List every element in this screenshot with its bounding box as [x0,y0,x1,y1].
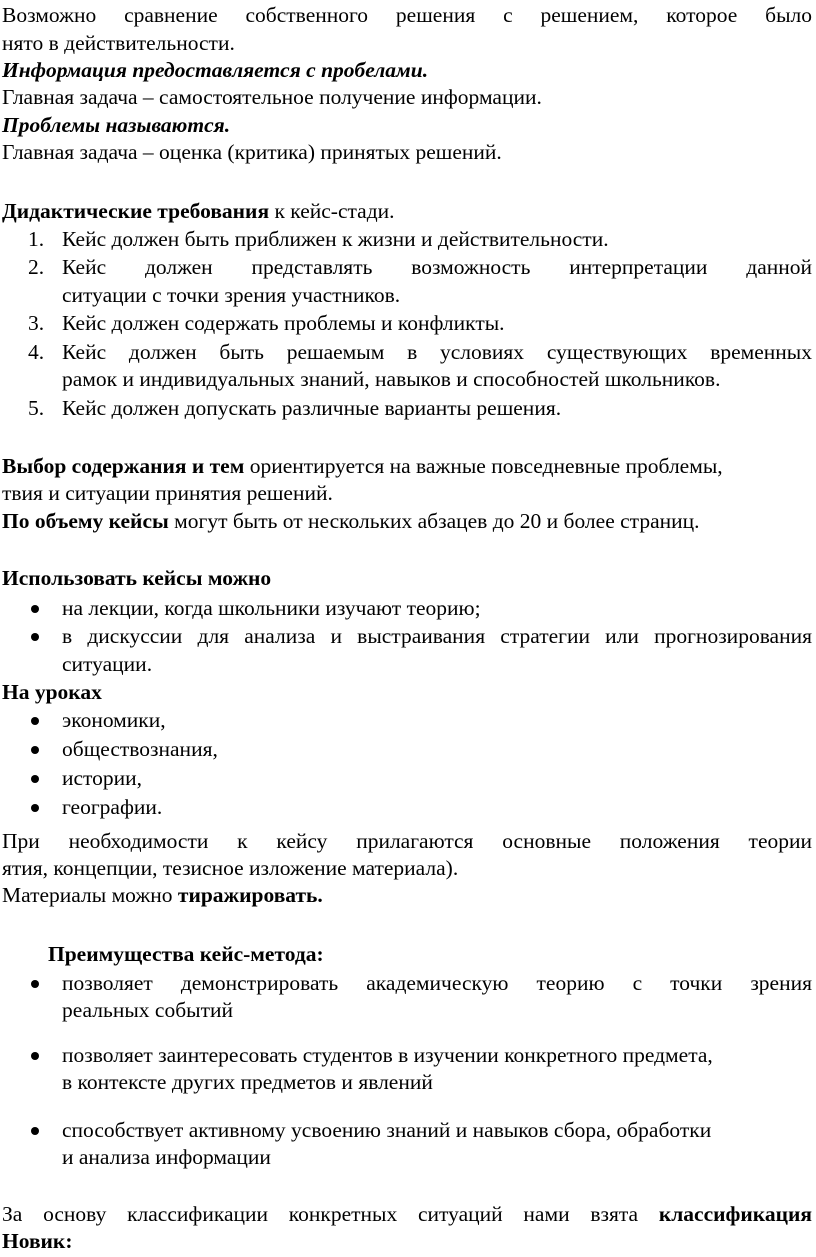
word: и [330,624,342,648]
list-item-text: в контексте других предметов и явлений [62,1070,433,1094]
word: точки [670,971,723,995]
word: необходимости [68,829,209,853]
didactic-heading: Дидактические требования к кейс-стади. [2,199,395,223]
word: должен [128,340,197,364]
justified-line [62,970,812,997]
word: которое [666,3,738,27]
author-name: Новик: [2,1229,73,1253]
list-item-text: ситуации с точки зрения участников. [62,283,401,307]
text-line: твия и ситуации принятия решений. [2,481,333,505]
list-number: 1. [28,227,45,251]
word: сравнение [124,3,218,27]
word: к [237,829,248,853]
justified-line [2,828,812,855]
word: решаемым [286,340,385,364]
word: интерпретации [569,255,708,279]
word: или [605,624,639,648]
word: существующих [546,340,688,364]
list-item-text: географии. [62,795,163,819]
word: теории [748,829,812,853]
bullet-icon [28,595,40,622]
list-item-text: обществознания, [62,737,218,761]
word: выстраивания [357,624,486,648]
word: дискуссии [87,624,183,648]
section-heading: Проблемы называются. [2,113,231,137]
justified-line [2,2,812,29]
bullet-icon [28,765,40,792]
bullet-icon [28,1042,40,1069]
justified-line [62,623,812,650]
word: анализа [244,624,316,648]
list-item-text: Кейс должен допускать различные варианты решения. [62,396,562,420]
word: Кейс [62,255,107,279]
word: позволяет [62,971,153,995]
word: представлять [251,255,373,279]
word: демонстрировать [180,971,339,995]
bullet-icon [28,736,40,763]
word: Возможно [2,3,97,27]
choice-paragraph: Выбор содержания и тем ориентируется на важные повседневные проблемы, [2,454,723,478]
list-item-text: способствует активному усвоению знаний и навыков сбора, обработки [62,1118,712,1142]
word: За [2,1202,23,1226]
word: ситуаций [417,1202,503,1226]
list-number: 3. [28,311,45,335]
list-number: 4. [28,340,45,364]
use-heading: Использовать кейсы можно [2,566,272,590]
materials-line: Материалы можно тиражировать. [2,883,323,907]
word: должен [144,255,213,279]
word: классификации [127,1202,269,1226]
word: прогнозирования [654,624,812,648]
word: было [765,3,812,27]
lessons-heading: На уроках [2,680,102,704]
word: с [503,3,513,27]
bullet-icon [28,707,40,734]
text-line: ятия, концепции, тезисное изложение материала). [2,856,459,880]
list-number: 2. [28,255,45,279]
word: стратегии [500,624,590,648]
word: зрения [750,971,812,995]
list-item-text: экономики, [62,708,166,732]
word: положения [619,829,720,853]
word: конкретных [288,1202,398,1226]
word: в [62,624,73,648]
section-heading: Информация предоставляется с пробелами. [2,58,429,82]
word: в [407,340,418,364]
list-item-text: позволяет заинтересовать студентов в изучении конкретного предмета, [62,1043,713,1067]
word: Кейс [62,340,107,364]
word: для [197,624,230,648]
word: возможность [411,255,531,279]
bullet-icon [28,794,40,821]
list-number: 5. [28,396,45,420]
word: кейсу [276,829,328,853]
justified-line [62,254,812,281]
word: прилагаются [356,829,474,853]
list-item-text: и анализа информации [62,1145,271,1169]
list-item-text: истории, [62,766,143,790]
list-item-text: Кейс должен содержать проблемы и конфликты. [62,311,505,335]
text-line: Главная задача – оценка (критика) принятых решений. [2,140,502,164]
justified-line [2,1201,812,1228]
word: условиях [439,340,525,364]
word: При [2,829,40,853]
word: собственного [245,3,369,27]
list-item-text: Кейс должен быть приближен к жизни и действительности. [62,227,609,251]
word: временных [710,340,812,364]
word: взята [590,1202,639,1226]
justified-line [62,339,812,366]
text-line: Главная задача – самостоятельное получение информации. [2,85,542,109]
text-line: нято в действительности. [2,31,235,55]
word: академическую [366,971,509,995]
list-item-text: рамок и индивидуальных знаний, навыков и способностей школьников. [62,367,721,391]
advantages-heading: Преимущества кейс-метода: [48,942,324,966]
list-item-text: реальных событий [62,998,233,1022]
word: решением, [540,3,639,27]
word: с [632,971,643,995]
bullet-icon [28,970,40,997]
word: данной [746,255,812,279]
bullet-icon [28,1117,40,1144]
word: основные [502,829,591,853]
list-item-text: ситуации. [62,652,153,676]
word: основу [43,1202,107,1226]
word: быть [219,340,264,364]
list-item-text: на лекции, когда школьники изучают теорию; [62,596,481,620]
word: классификация [658,1202,812,1226]
bullet-icon [28,623,40,650]
word: теорию [536,971,605,995]
volume-paragraph: По объему кейсы могут быть от нескольких абзацев до 20 и более страниц. [2,509,700,533]
word: решения [395,3,476,27]
word: нами [523,1202,570,1226]
